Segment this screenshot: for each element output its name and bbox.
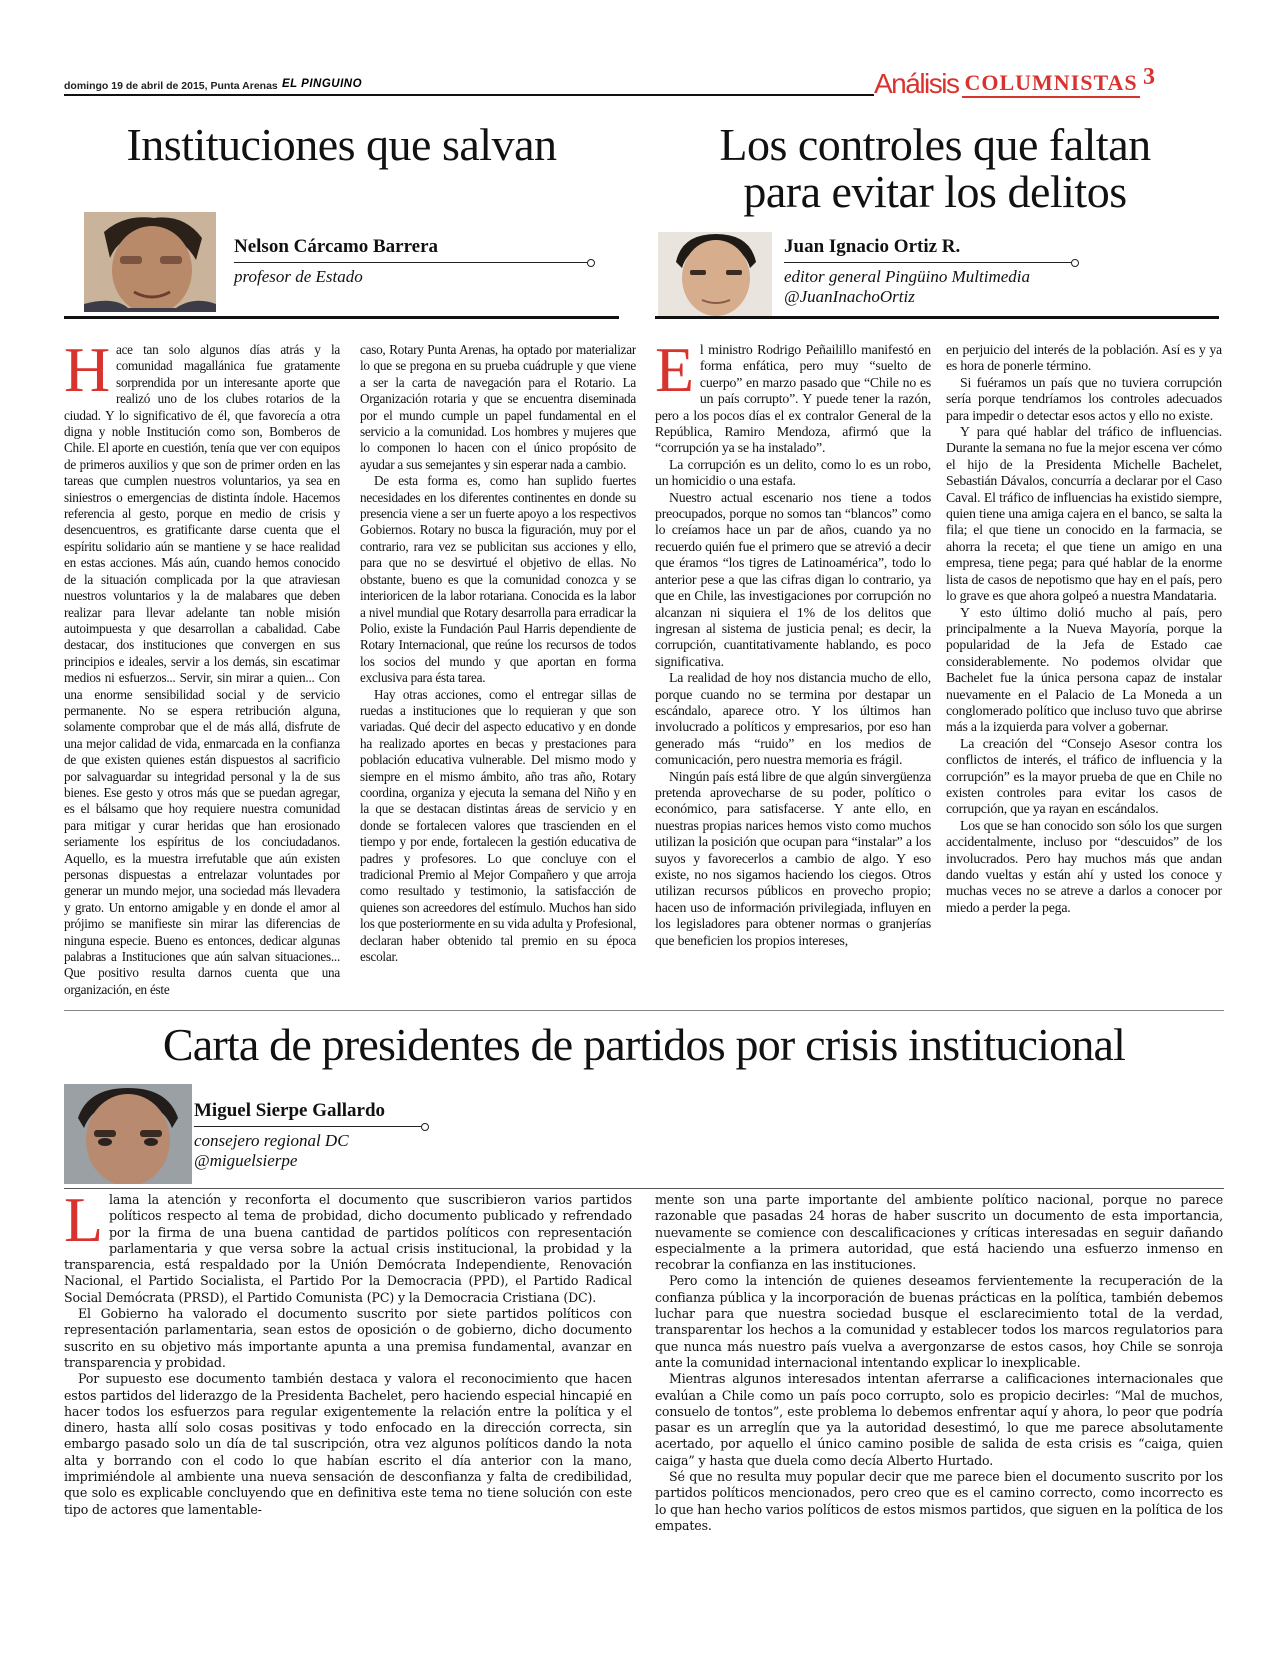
article3-author-rule [194, 1126, 426, 1127]
article2-title [655, 119, 1215, 217]
article2-paragraph: Ningún país está libre de que algún sinvergüenza pretenda aprovecharse de su poder, político o económico, para satisfacerse. Y ante ello, en nuestras propias narices hemos visto como muchos utilizan la posición que ocupan para “instalar” a los suyos y favorecerlos a cambio de algo. Y eso existe, no nos sigamos haciendo los ciegos. Otros utilizan recursos públicos en provecho propio; hacen uso de información privilegiada, influyen en los legisladores para obtener normas o granjerías que beneficien los propios intereses, [655, 768, 931, 948]
paper-name: EL PINGUINO [282, 78, 363, 90]
article2-paragraph: Los que se han conocido son sólo los que surgen accidentalmente, incluso por “descuidos” de los involucrados. Pero hay muchos más que andan dando vueltas y están ahí y usted los conoce y muchas veces no se atreve a darlos a conocer por miedo a perder la pega. [946, 817, 1222, 915]
article1-rule [64, 316, 619, 319]
article2-paragraph: Y para qué hablar del tráfico de influencias. Durante la semana no fue la mejor escena ver cómo el hijo de la Presidenta Michelle Bachelet, Sebastián Dávalos, concurría a declarar por el Caso Caval. El tráfico de influencias ha existido siempre, quien tiene una amiga cajera en el banco, se salta la fila; el que tiene un conocido en la farmacia, se ahorra la receta; el que tiene un amigo en una empresa, tiene pega; para qué hablar de la enorme lista de casos de nepotismo que hay en el país, pero lo grave es que ahora golpeó a nuestra Mandataria. [946, 424, 1222, 604]
article2-paragraph: La creación del “Consejo Asesor contra los conflictos de interés, el tráfico de influencia y la corrupción” es la mayor prueba de que en Chile no existen controles para evitar los casos de corrupción, que ya rayan en escándalos. [946, 735, 1222, 817]
article1-paragraph-text: ace tan solo algunos días atrás y la comunidad magallánica fue gratamente sorprendida por un interesante aporte que realizó uno de los clubes rotarios de la ciudad. Y lo significativo de él, que favorecía a otra digna y noble Institución como son, Bomberos de Chile. El aporte en cuestión, tenía que ver con equipos de primeros auxilios y que son de primer orden en las tareas que cumplen nuestros voluntarios, ya sea en siniestros o emergencias de distinta índole. Hacemos referencia al gesto, porque en medio de crisis y desencuentros, es gratificante darse cuenta que el espíritu solidario aún se mantiene y se hace realidad en estas acciones. Más aún, cuando hemos conocido de la situación complicada por la que atraviesan nuestros voluntarios y la de malabares que deben realizar para llevar adelante tan noble misión autoimpuesta y que desarrollan a cabalidad. Cabe destacar, dos instituciones que convergen en sus principios e ideales, servir a los demás, sin escatimar medios ni esfuerzos... Servir, sin mirar a quien... Con una enorme sensibilidad social y de servicio permanente. No se espera retribución alguna, solamente comprobar que el de más allá, disfrute de una mejor calidad de vida, enmarcada en la confianza de que existen quienes están dispuestos al sacrificio por salvaguardar su integridad personal y la de sus bienes. Ese gesto y otros más que se puedan agregar, es el bálsamo que hoy requiere nuestra comunidad para mitigar y curar heridas que han erosionado seriamente los espíritus de los conciudadanos. Aquello, es la muestra irrefutable que aún existen personas dispuestas a entrelazar voluntades por generar un mundo mejor, una sociedad más llevadera y grato. Un entorno amigable y en donde el amor al prójimo se manifieste sin mirar las diferencias de ninguna especie. Bueno es entonces, dedicar algunas palabras a Instituciones que aún salvan situaciones... Que positivo resulta darnos cuenta que una organización, en éste [64, 342, 340, 997]
dateline: domingo 19 de abril de 2015, Punta Arenas [64, 80, 278, 92]
author-photo-nelson [84, 212, 216, 312]
article2-author-block [784, 236, 1076, 306]
article1-paragraph: Hay otras acciones, como el entregar sillas de ruedas a instituciones que lo requieran y que son variadas. Qué decir del aspecto educativo y en donde ha realizado aportes en becas y prestaciones para población educativa vulnerable. Del mismo modo y siempre en el mismo ámbito, año tras año, Rotary coordina, organiza y ejecuta la semana del Niño y en la que se destacan distintas áreas de servicio y en donde se fortalecen valores que trascienden en el tiempo y por ende, fortalecen la gestión educativa de padres y profesores. Lo que concluye con el tradicional Premio al Mejor Compañero y que arroja como resultado y testimonio, la satisfacción de quienes son acreedores del estímulo. Muchos han sido los que posteriormente en su vida adulta y Profesional, declaran haber obtenido tal premio en su época escolar. [360, 686, 636, 965]
author-photo-miguel [64, 1084, 192, 1184]
article3-paragraph: El Gobierno ha valorado el documento suscrito por siete partidos políticos con representación parlamentaria, sean estos de oposición o de gobierno, dicho documento suscrito en su objetivo más importante apunta a una premisa fundamental, avanzar en transparencia y probidad. [64, 1306, 632, 1370]
article2-title-line2: para evitar los delitos [743, 165, 1127, 217]
article3-author-name: Miguel Sierpe Gallardo [194, 1100, 386, 1121]
article2-author-role: editor general Pingüino Multimedia [784, 267, 1030, 286]
article3-column-2 [655, 1192, 1223, 1532]
article2-paragraph: La corrupción es un delito, como lo es un robo, un homicidio o una estafa. [655, 456, 931, 489]
article3-paragraph: Sé que no resulta muy popular decir que me parece bien el documento suscrito por los partidos políticos mencionados, pero creo que es el camino correcto, como incorrecto es lo que han hecho varios políticos de estos mismos partidos, que siguen en la política de los empates. [655, 1469, 1223, 1532]
article1-column-1 [64, 342, 340, 1000]
article3-paragraph: Mientras algunos interesados intentan aferrarse a calificaciones internacionales que evalúan a Chile como un país poco corrupto, solo es propicio decirles: “Mal de muchos, consuelo de tontos”, este problema lo debemos enfrentar aquí y ahora, lo peor que podría pasar es un arreglín que ya la autoridad desestimó, lo que me parece absolutamente acertado, por aquello el único camino posible de salida de esta crisis es “caiga, quien caiga” y hasta que duela como decía Alberto Hurtado. [655, 1371, 1223, 1468]
header-rule [64, 94, 874, 96]
article2-column-1 [655, 342, 931, 1000]
page-number: 3 [1143, 64, 1155, 90]
article1-paragraph: De esta forma es, como han suplido fuertes necesidades en los diferentes continentes en donde su presencia viene a ser un fuerte apoyo a los respectivos Gobiernos. Rotary no busca la figuración, muy por el contrario, rara vez se publicitan sus acciones y ello, para que no se desvirtué el objetivo de ellas. No obstante, bueno es que la comunidad conozca y se interioricen de la labor rotariana. Conocida es la labor a nivel mundial que Rotary desarrolla para erradicar la Polio, existe la Fundación Paul Harris dependiente de Rotary Internacional, que reúne los recursos de todos los socios del mundo y que aportan en forma exclusiva para ésta tarea. [360, 473, 636, 686]
article1-author-role: profesor de Estado [234, 267, 363, 286]
article3-rule [64, 1188, 1224, 1189]
article2-author-rule [784, 262, 1076, 263]
article3-paragraph-text: lama la atención y reconforta el documento que suscribieron varios partidos políticos respecto al tema de probidad, dicho documento publicado y refrendado por la firma de una buena cantidad de partidos políticos con representación parlamentaria y que versa sobre la actual crisis institucional, la probidad y la transparencia, está respaldado por la Unión Demócrata Independiente, Renovación Nacional, el Partido Socialista, el Partido Por la Democracia (PPD), el Partido Radical Social Demócrata (PRSD), el Partido Comunista (PC) y la Democracia Cristiana (DC). [64, 1192, 632, 1305]
article3-author-block [194, 1100, 426, 1170]
page-header [64, 68, 1224, 98]
article2-paragraph-text: l ministro Rodrigo Peñailillo manifestó en forma enfática, pero muy “suelto de cuerpo” en marzo pasado que “Chile no es un país corrupto”. Y puede tener la razón, pero a los pocos días el ex contralor General de la República, Ramiro Mendoza, afirmó que la “corrupción ya se ha instalado”. [655, 342, 931, 456]
article2-paragraph: Nuestro actual escenario nos tiene a todos preocupados, porque no somos tan “blancos” como lo creíamos hace un par de años, cuando ya no recuerdo quién fue el primero que se atrevió a decir que éramos “los tigres de Latinoamérica”, todo lo anterior pese a que las cifras digan lo contrario, ya que en Chile, las investigaciones por corrupción no alcanzan ni siquiera el 1% de los delitos que ingresan al sistema de justicia penal; es decir, la corrupción, cuantitativamente hablando, es poco significativa. [655, 489, 931, 669]
article3-author-role: consejero regional DC [194, 1131, 349, 1150]
article1-author-rule [234, 262, 592, 263]
article3-dropcap: L [64, 1192, 103, 1255]
article2-paragraph: en perjuicio del interés de la población. Así es y ya es hora de ponerle término. [946, 342, 1222, 374]
article1-title: Instituciones que salvan [126, 119, 557, 170]
section-label [874, 68, 1140, 98]
article2-rule [655, 316, 1219, 319]
article3-paragraph: Pero como la intención de quienes deseamos fervientemente la recuperación de la confianza pública y la incorporación de buenas prácticas en la política, también debemos luchar para que nuestra sociedad busque el esclarecimiento total de la verdad, transparentar los hechos a la comunidad y establecer todos los marcos regulatorios para que nunca más nuestro país vuelva a avergonzarse de estos casos, hoy Chile se sonroja ante la comunidad internacional intentando explicar lo inexplicable. [655, 1273, 1223, 1370]
article3-paragraph: Por supuesto ese documento también destaca y valora el reconocimiento que hacen estos partidos del liderazgo de la Presidenta Bachelet, pero haciendo especial hincapié en hacer todos los esfuerzos para regular exigentemente la relación entre la política y el dinero, hasta allí solo cosas positivas y todo enfocado en la dirección correcta, sin embargo pasado solo un día de tal suscripción, otra vez algunos políticos dando la nota alta y borrando con el codo lo que habían escrito el día anterior con la mano, imprimiéndole al ambiente una nueva sensación de desconfianza y falta de credibilidad, que solo es explicable concluyendo que en definitiva este tema no tiene solución con este tipo de actores que lamentable- [64, 1371, 632, 1517]
section-divider [64, 1010, 1224, 1011]
article1-column-2 [360, 342, 636, 1000]
section-analisis: Análisis [874, 68, 959, 99]
article1-paragraph: caso, Rotary Punta Arenas, ha optado por materializar lo que se pregona en su prueba cuádruple y que viene a ser la carta de navegación para el Rotario. La Organización rotaria y que se encuentra diseminada por el mundo cumple un papel fundamental en el servicio a la comunidad. Los hombres y mujeres que lo componen lo hacen con el único propósito de ayudar a sus semejantes y sin esperar nada a cambio. [360, 342, 636, 472]
author-photo-juan [658, 232, 772, 316]
article1-paragraph [64, 342, 340, 998]
article3-title: Carta de presidentes de partidos por crisis institucional [162, 1019, 1126, 1070]
section-columnistas: COLUMNISTAS [962, 70, 1139, 98]
article3-column-1 [64, 1192, 632, 1532]
article2-paragraph: La realidad de hoy nos distancia mucho de ello, porque cuando no se termina por destapar un escándalo, aparece otro. Y los últimos han involucrado a políticos y empresarios, por eso han generado más “ruido” en los medios de comunicación, pero nuestra memoria es frágil. [655, 670, 931, 768]
article2-paragraph: Si fuéramos un país que no tuviera corrupción sería porque tendríamos los controles adecuados para impedir o detectar esos actos y ello no existe. [946, 374, 1222, 423]
article1-author-name: Nelson Cárcamo Barrera [234, 236, 439, 257]
article1-author-block [234, 236, 592, 287]
article2-author-name: Juan Ignacio Ortiz R. [784, 236, 961, 257]
article3-paragraph [64, 1192, 632, 1306]
article2-paragraph: Y esto último dolió mucho al país, pero principalmente a la Nueva Mayoría, porque la popularidad de la Jefa de Estado cae considerablemente. No podemos olvidar que Bachelet fue la única persona capaz de instalar nuevamente en el Palacio de La Moneda a un conglomerado político que incluso tuvo que abrirse más a la izquierda para volver a gobernar. [946, 604, 1222, 735]
article2-paragraph [655, 342, 931, 457]
article3-paragraph: mente son una parte importante del ambiente político nacional, porque no parece razonable que pasadas 24 horas de haber suscrito un documento de esta importancia, nuevamente se comience con descalificaciones y críticas interesadas en seguir dañando especialmente a la primera autoridad, que está haciendo una esfuerzo inmenso en recobrar la confianza en las instituciones. [655, 1192, 1223, 1273]
article2-column-2 [946, 342, 1222, 1000]
article2-dropcap: E [655, 342, 694, 405]
article2-title-line1: Los controles que faltan [719, 119, 1151, 170]
article3-author-handle: @miguelsierpe [194, 1150, 298, 1170]
article2-author-handle: @JuanInachoOrtiz [784, 286, 915, 306]
article1-dropcap: H [64, 342, 110, 405]
